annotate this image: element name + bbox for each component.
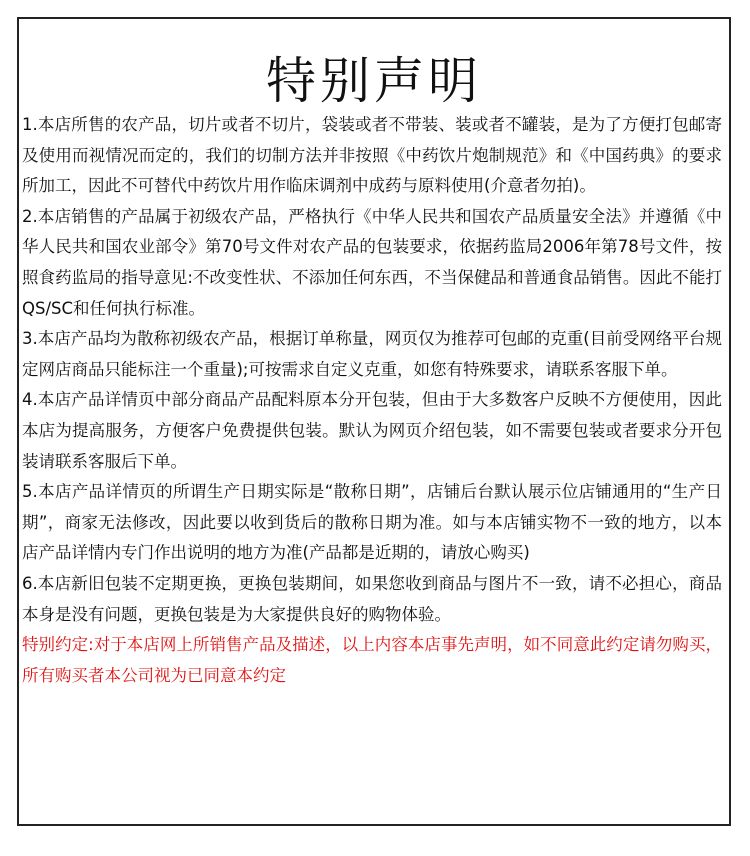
statement-paragraph-6: 6.本店新旧包装不定期更换，更换包装期间，如果您收到商品与图片不一致，请不必担心，商品本身是没有问题，更换包装是为大家提供良好的购物体验。	[22, 573, 722, 624]
statement-paragraph-4: 4.本店产品详情页中部分商品产品配料原本分开包装，但由于大多数客户反映不方便使用，因此本店为提高服务，方便客户免费提供包装。默认为网页介绍包装，如不需要包装或者要求分开包装请联系客服后下单。	[22, 390, 722, 471]
statement-paragraph-1: 1.本店所售的农产品，切片或者不切片，袋装或者不带装、装或者不罐装，是为了方便打包邮寄及使用而视情况而定的，我们的切制方法并非按照《中药饮片炮制规范》和《中国药典》的要求所加工，因此不可替代中药饮片用作临床调剂中成药与原料使用(介意者勿拍)。	[22, 115, 722, 196]
statement-paragraph-2: 2.本店销售的产品属于初级农产品，严格执行《中华人民共和国农产品质量安全法》并遵循《中华人民共和国农业部令》第70号文件对农产品的包装要求，依据药监局2006年第78号文件，按照食药监局的指导意见:不改变性状、不添加任何东西，不当保健品和普通食品销售。因此不能打QS/SC和任何执行标准。	[22, 206, 722, 318]
statement-paragraph-5: 5.本店产品详情页的所谓生产日期实际是“散称日期”，店铺后台默认展示位店铺通用的“生产日期”，商家无法修改，因此要以收到货后的散称日期为准。如与本店铺实物不一致的地方，以本店产品详情内专门作出说明的地方为准(产品都是近期的，请放心购买)	[22, 482, 722, 563]
page-title: 特别声明	[266, 52, 482, 110]
statement-paragraph-3: 3.本店产品均为散称初级农产品，根据订单称量，网页仅为推荐可包邮的克重(目前受网络平台规定网店商品只能标注一个重量);可按需求自定义克重，如您有特殊要求，请联系客服下单。	[22, 329, 722, 379]
special-agreement-notice: 特别约定:对于本店网上所销售产品及描述，以上内容本店事先声明，如不同意此约定请勿购买，所有购买者本公司视为已同意本约定	[22, 635, 722, 685]
statement-body	[22, 110, 722, 691]
